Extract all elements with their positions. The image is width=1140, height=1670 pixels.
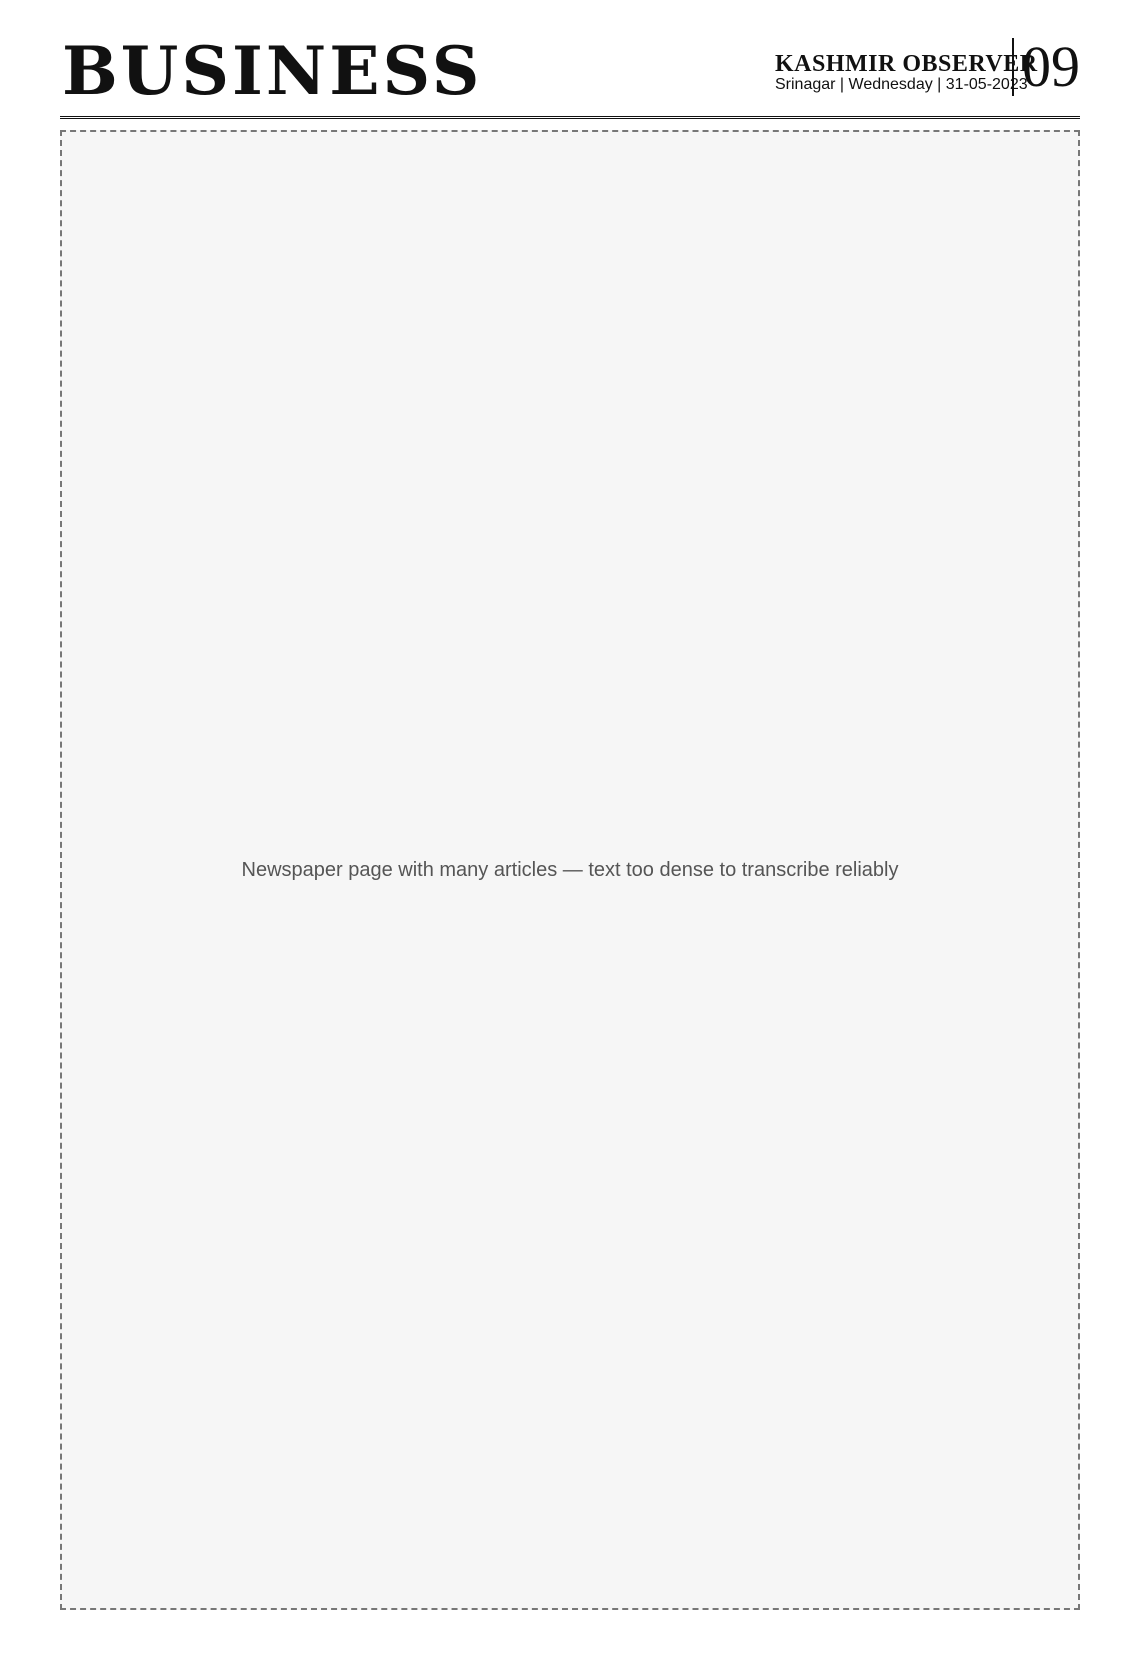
dateline: Srinagar | Wednesday | 31-05-2023 — [775, 76, 1028, 93]
section-title: BUSINESS — [62, 32, 483, 110]
masthead — [0, 0, 1140, 120]
page-number: 09 — [1012, 38, 1080, 96]
masthead-rule — [60, 116, 1080, 119]
content-placeholder: Newspaper page with many articles — text too dense to transcribe reliably — [60, 130, 1080, 1610]
brand-name: KASHMIR OBSERVER — [775, 51, 1038, 77]
